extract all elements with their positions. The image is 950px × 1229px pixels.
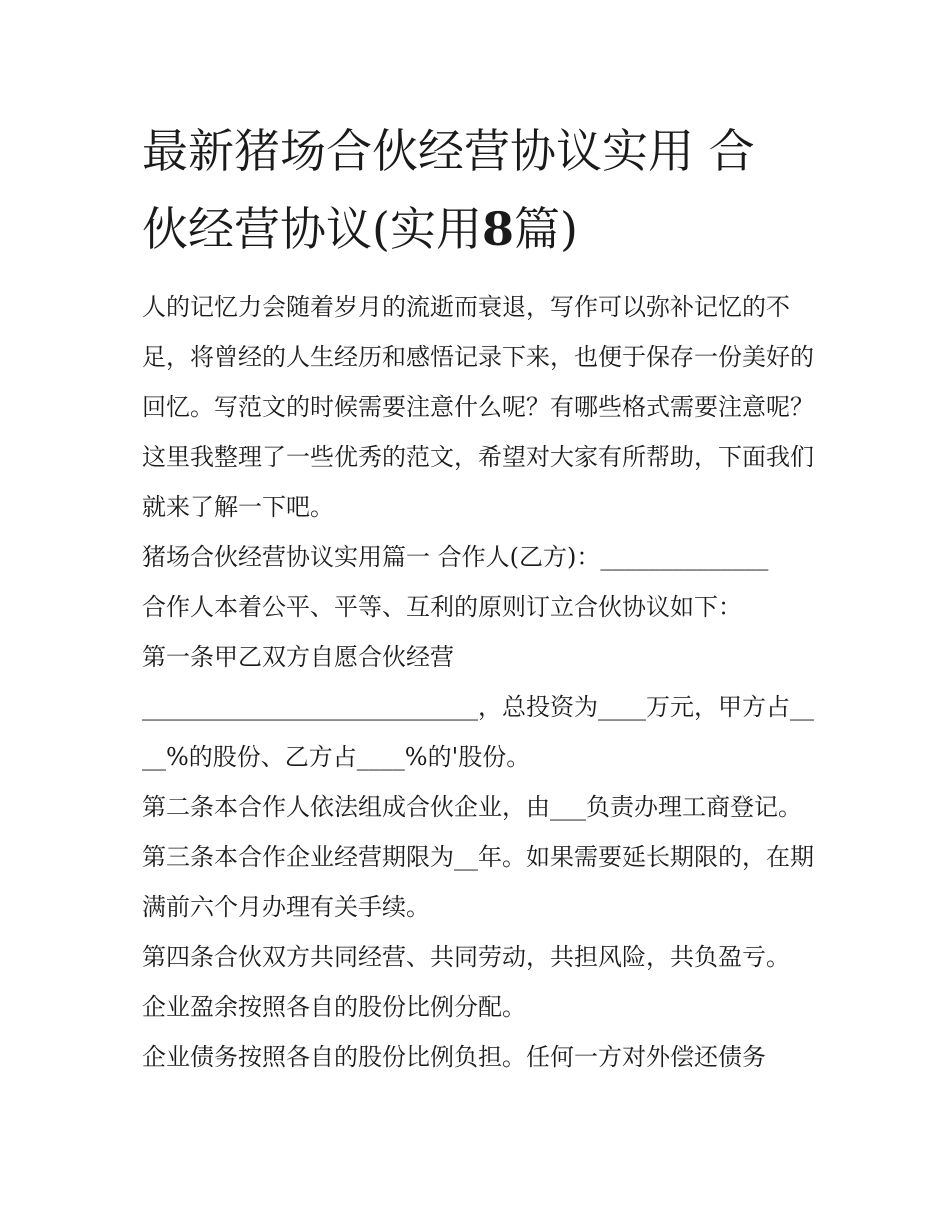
article-1-body: ____________________________，总投资为____万元，甲方占____%的股份、乙方占____%的'股份。: [142, 693, 814, 771]
article-4-paragraph: 第四条合伙双方共同经营、共同劳动，共担风险，共负盈亏。: [142, 943, 790, 971]
debt-paragraph: 企业债务按照各自的股份比例负担。任何一方对外偿还债务: [142, 1043, 766, 1071]
article-1-heading: 第一条甲乙双方自愿合伙经营: [142, 643, 454, 671]
title-line-2-suffix: 篇): [513, 202, 578, 256]
intro-paragraph: 人的记忆力会随着岁月的流逝而衰退，写作可以弥补记忆的不足，将曾经的人生经历和感悟记录下来，也便于保存一份美好的回忆。写范文的时候需要注意什么呢？有哪些格式需要注意呢？这里我整理了一些优秀的范文，希望对大家有所帮助，下面我们就来了解一下吧。: [142, 293, 814, 521]
profit-distribution-paragraph: 企业盈余按照各自的股份比例分配。: [142, 993, 526, 1021]
article-2-3-paragraph: 第二条本合作人依法组成合伙企业，由___负责办理工商登记。 第三条本合作企业经营期限为__年。如果需要延长期限的，在期满前六个月办理有关手续。: [142, 793, 814, 921]
title-line-2-prefix: 伙经营协议(实用: [142, 202, 482, 256]
title-line-1: 最新猪场合伙经营协议实用 合: [142, 124, 755, 178]
document-title: [142, 112, 822, 268]
document-body: [142, 112, 822, 1082]
section-heading-paragraph: 猪场合伙经营协议实用篇一 合作人(乙方)：______________: [142, 543, 769, 571]
agreement-preamble: 合作人本着公平、平等、互利的原则订立合伙协议如下：: [142, 593, 742, 621]
title-line-2-number: 8: [481, 202, 514, 256]
